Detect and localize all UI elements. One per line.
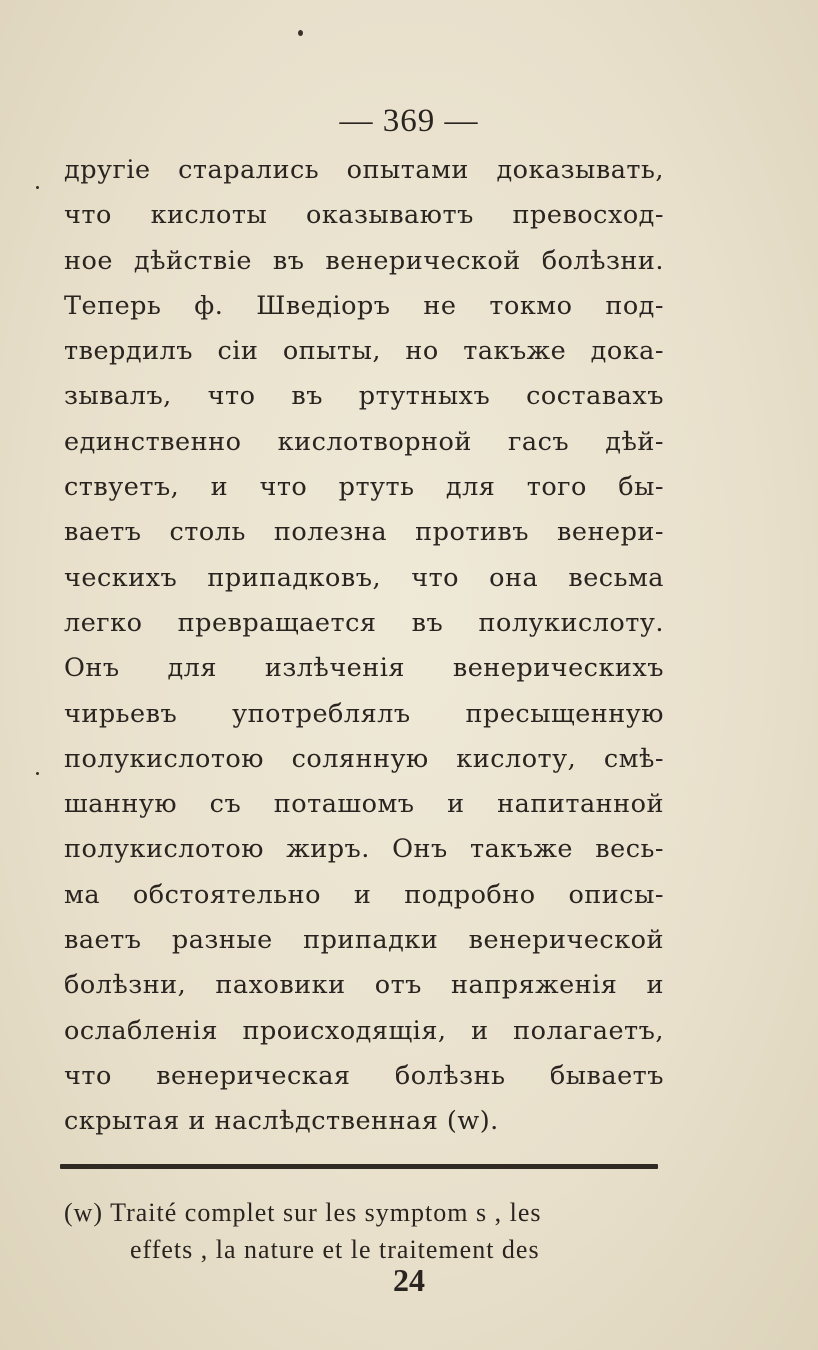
- signature-mark: 24: [393, 1262, 425, 1298]
- text-line: легко превращается въ полукислоту.: [64, 607, 664, 638]
- text-line: скрытая и наслѣдственная (w).: [64, 1106, 499, 1137]
- text-line: Теперь ф. Шведіоръ не токмо под-: [64, 290, 664, 321]
- text-line: твердилъ сіи опыты, но такъже дока-: [64, 336, 664, 367]
- text-line: ма обстоятельно и подробно описы-: [64, 879, 664, 910]
- ink-speck: [298, 30, 303, 36]
- text-line: единственно кислотворной гасъ дѣй-: [64, 426, 664, 457]
- footnote-line: (w) Traité complet sur les symptom s , les: [64, 1198, 542, 1227]
- text-line: полукислотою солянную кислоту, смѣ-: [64, 743, 664, 774]
- text-line: шанную съ поташомъ и напитанной: [64, 789, 664, 820]
- text-line: Онъ для излѣченія венерическихъ: [64, 653, 664, 684]
- text-line: болѣзни, паховики отъ напряженія и: [64, 970, 664, 1001]
- text-line: ное дѣйствіе въ венерической болѣзни.: [64, 245, 664, 276]
- text-line: чирьевъ употреблялъ пресыщенную: [64, 698, 664, 729]
- text-line: ваетъ разные припадки венерической: [64, 925, 664, 956]
- text-line: что кислоты оказываютъ превосход-: [64, 200, 664, 231]
- page-number: — 369 —: [339, 103, 479, 139]
- text-line: другіе старались опытами доказывать,: [64, 155, 664, 185]
- footnote: [64, 1194, 664, 1268]
- text-line: что венерическая болѣзнь бываетъ: [64, 1060, 664, 1091]
- text-line: ствуетъ, и что ртуть для того бы-: [64, 472, 664, 503]
- text-line: ослабленія происходящія, и полагаетъ,: [64, 1015, 664, 1046]
- text-line: ваетъ столь полезна противъ венери-: [64, 517, 664, 548]
- footnote-line: effets , la nature et le traitement des: [130, 1235, 540, 1264]
- text-line: ческихъ припадковъ, что она весьма: [64, 562, 664, 593]
- text-line: зывалъ, что въ ртутныхъ составахъ: [64, 381, 664, 412]
- body-text: [64, 148, 664, 1145]
- text-line: полукислотою жиръ. Онъ такъже весь-: [64, 834, 664, 865]
- ink-speck: [36, 186, 39, 189]
- ink-speck: [36, 772, 39, 775]
- footnote-divider: [60, 1164, 658, 1169]
